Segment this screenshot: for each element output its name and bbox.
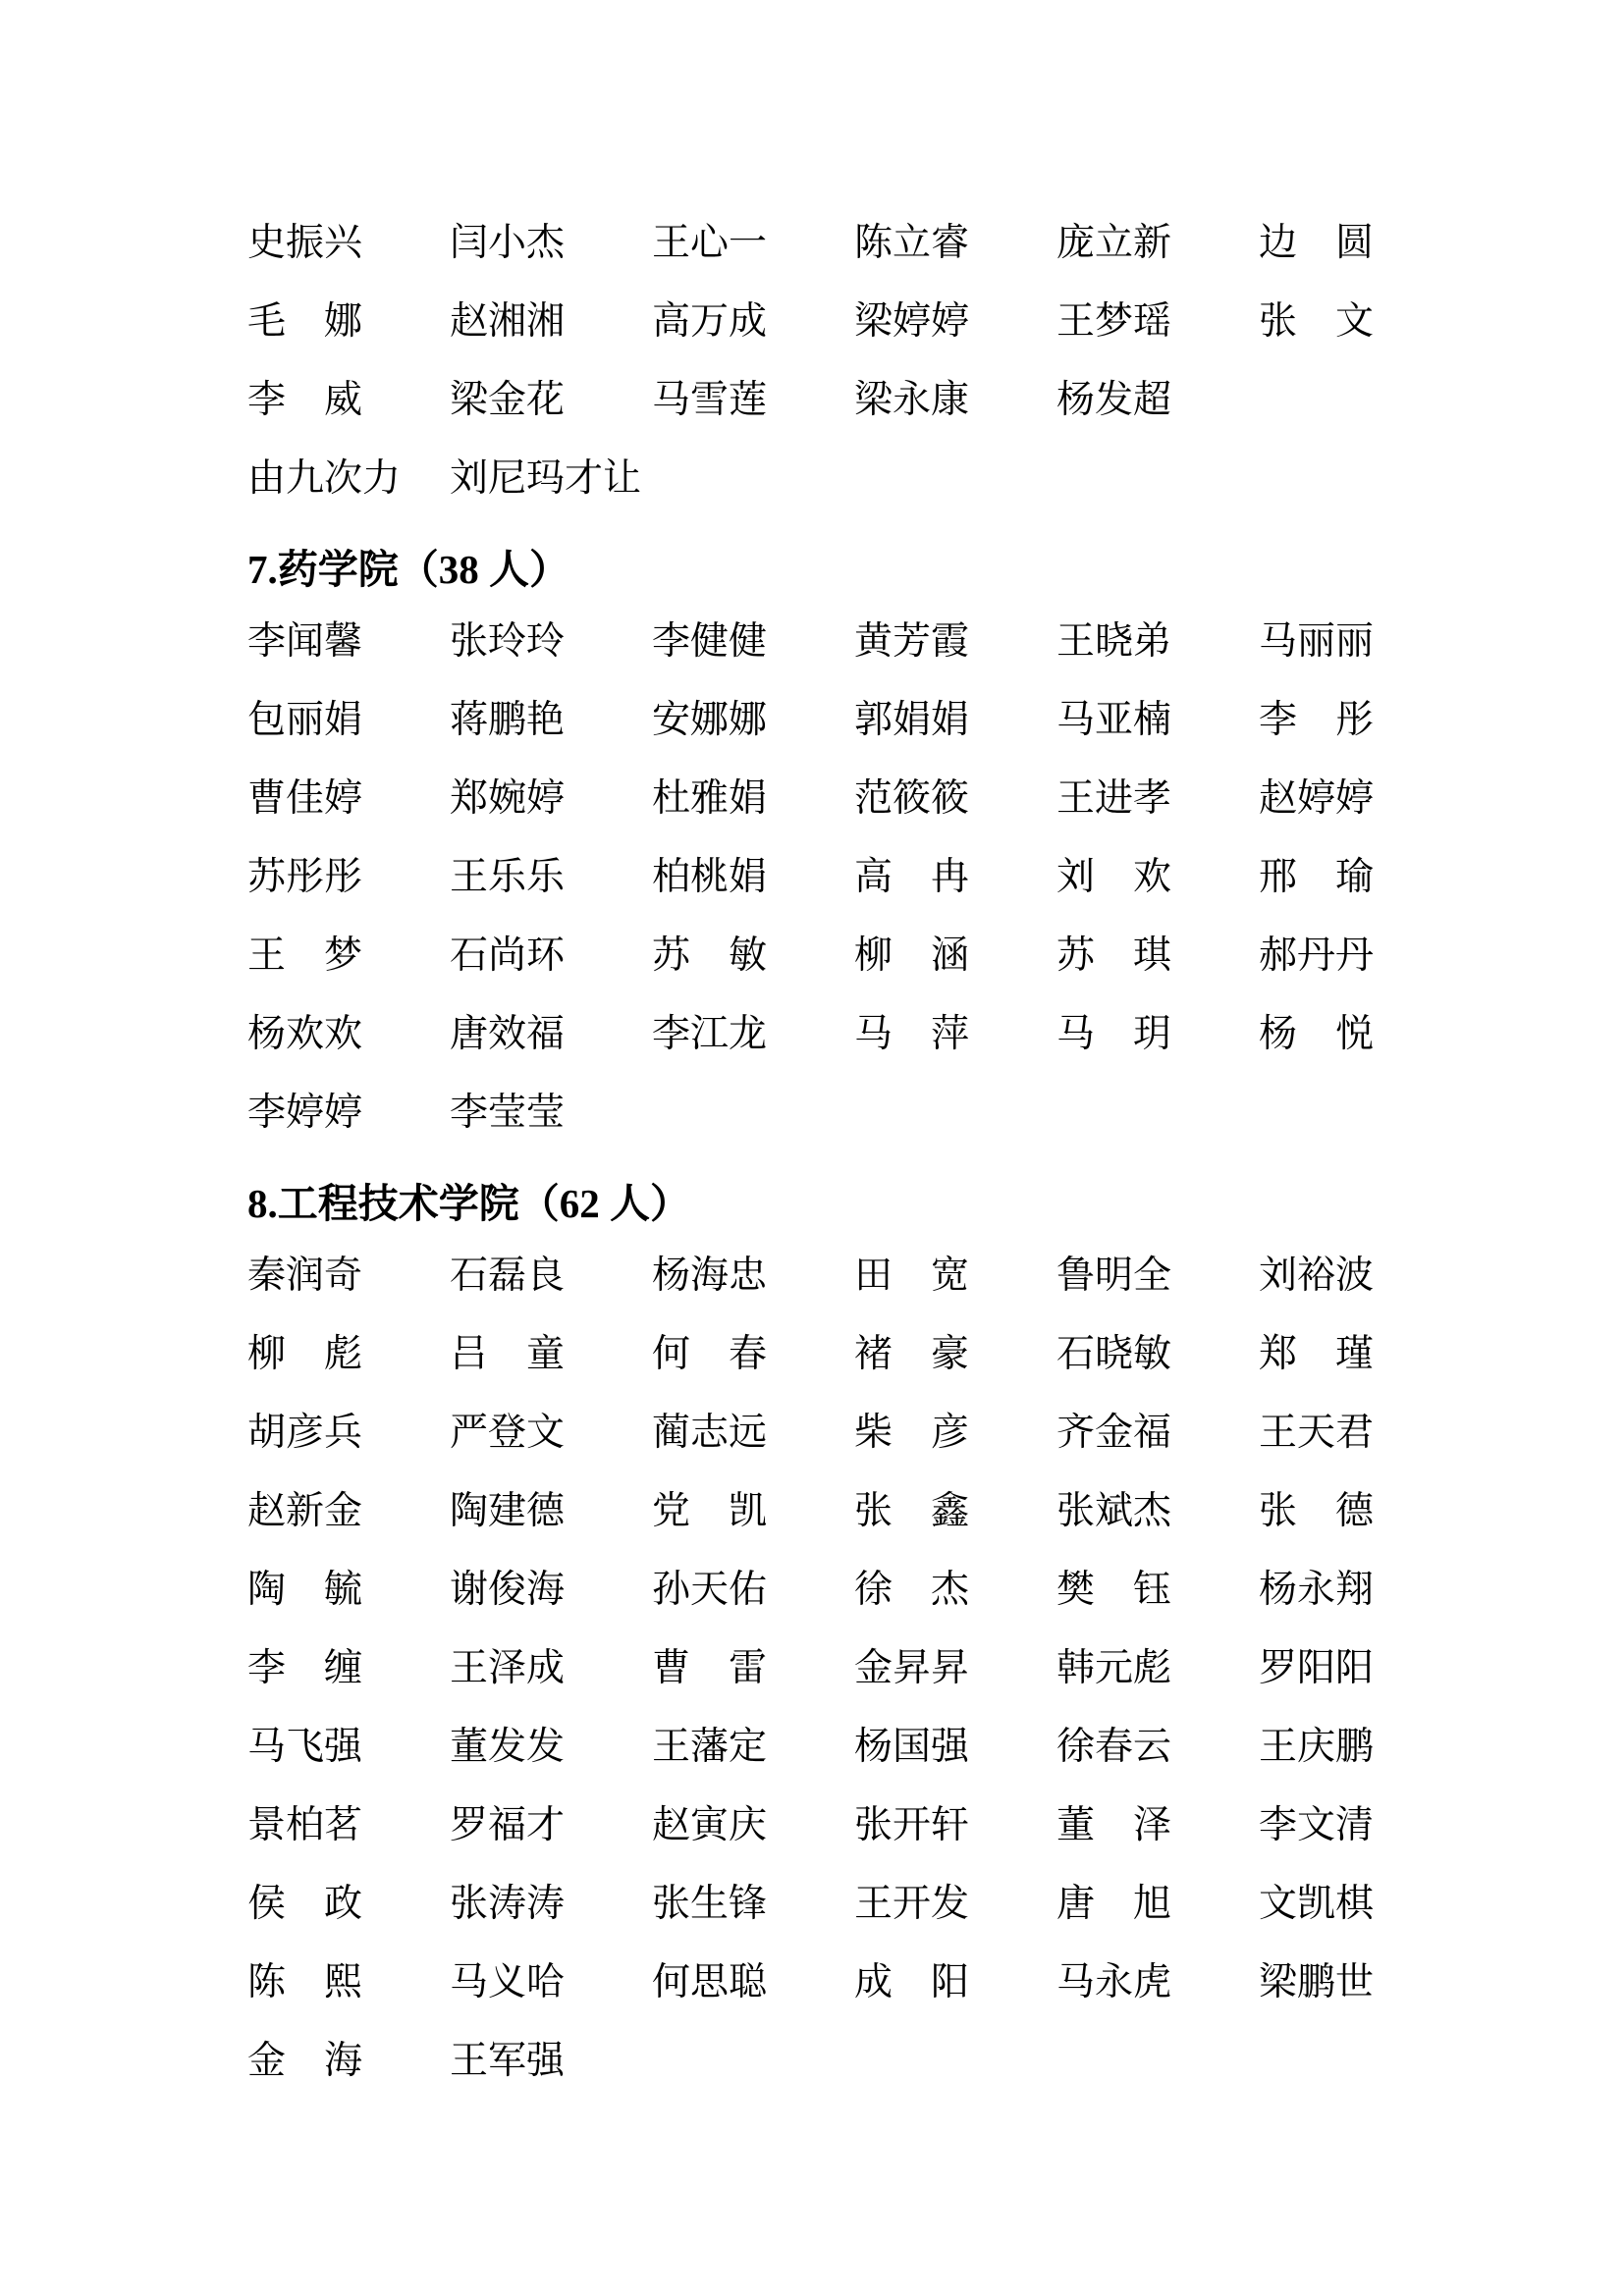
student-name: 苏 琪 [1056,934,1172,977]
student-name: 褚 豪 [854,1333,970,1375]
student-name: 郑婉婷 [450,777,566,820]
student-name: 张生锋 [652,1883,768,1925]
name-row [247,995,1461,1074]
student-name: 谢俊海 [450,1569,566,1611]
student-name: 赵湘湘 [450,300,566,343]
student-name: 李 彤 [1259,699,1375,741]
student-name: 张斌杰 [1056,1490,1172,1532]
name-row [247,204,1461,283]
student-name: 陶 毓 [247,1569,363,1611]
student-name: 马丽丽 [1259,620,1375,663]
student-name: 毛 娜 [247,300,363,343]
student-name: 蔺志远 [652,1412,768,1454]
student-name: 由九次力 [247,457,402,500]
student-name: 严登文 [450,1412,566,1454]
student-name: 马永虎 [1056,1961,1172,2003]
student-name: 董 泽 [1056,1804,1172,1846]
student-name: 郝丹丹 [1259,934,1375,977]
name-row [247,1394,1461,1472]
student-name: 梁鹏世 [1259,1961,1375,2003]
student-name: 罗阳阳 [1259,1647,1375,1689]
student-name: 杨海忠 [652,1255,768,1297]
student-name: 李健健 [652,620,768,663]
student-name: 梁婷婷 [854,300,970,343]
student-name: 李婷婷 [247,1092,363,1134]
student-name: 范筱筱 [854,777,970,820]
student-name: 胡彦兵 [247,1412,363,1454]
student-name: 刘 欢 [1056,856,1172,898]
student-name: 王开发 [854,1883,970,1925]
student-name: 张开轩 [854,1804,970,1846]
student-name: 柳 涵 [854,934,970,977]
student-name: 赵寅庆 [652,1804,768,1846]
student-name: 罗福才 [450,1804,566,1846]
student-name: 张 德 [1259,1490,1375,1532]
student-name: 梁金花 [450,379,566,421]
section-heading: 8.工程技术学院（62 人） [247,1181,690,1226]
student-name: 杨 悦 [1259,1013,1375,1055]
student-name: 马雪莲 [652,379,768,421]
student-name: 王晓弟 [1056,620,1172,663]
student-name: 李江龙 [652,1013,768,1055]
student-name: 陶建德 [450,1490,566,1532]
student-name: 蒋鹏艳 [450,699,566,741]
student-name: 柴 彦 [854,1412,970,1454]
student-name: 王天君 [1259,1412,1375,1454]
student-name: 李 威 [247,379,363,421]
student-name: 杨欢欢 [247,1013,363,1055]
student-name: 何思聪 [652,1961,768,2003]
student-name: 邢 瑜 [1259,856,1375,898]
student-name: 柳 彪 [247,1333,363,1375]
name-row [247,760,1461,838]
student-name: 唐效福 [450,1013,566,1055]
student-name: 李文清 [1259,1804,1375,1846]
student-name: 刘裕波 [1259,1255,1375,1297]
student-name: 安娜娜 [652,699,768,741]
student-name: 王 梦 [247,934,363,977]
student-name: 王庆鹏 [1259,1726,1375,1768]
student-name: 苏 敏 [652,934,768,977]
student-name: 赵婷婷 [1259,777,1375,820]
student-name: 金昇昇 [854,1647,970,1689]
student-name: 马义哈 [450,1961,566,2003]
student-name: 柏桃娟 [652,856,768,898]
student-name: 曹佳婷 [247,777,363,820]
student-name: 张 鑫 [854,1490,970,1532]
student-name: 徐 杰 [854,1569,970,1611]
student-name: 包丽娟 [247,699,363,741]
student-name: 张涛涛 [450,1883,566,1925]
student-name: 徐春云 [1056,1726,1172,1768]
student-name: 马亚楠 [1056,699,1172,741]
student-name: 张 文 [1259,300,1375,343]
student-name: 王军强 [450,2040,566,2082]
name-row [247,1472,1461,1551]
name-row [247,1074,1461,1152]
name-row [247,283,1461,361]
name-row [247,838,1461,917]
student-name: 赵新金 [247,1490,363,1532]
student-name: 苏彤彤 [247,856,363,898]
name-row [247,1629,1461,1708]
name-row [247,361,1461,440]
student-name: 高万成 [652,300,768,343]
name-row [247,1551,1461,1629]
student-name: 杜雅娟 [652,777,768,820]
name-row [247,917,1461,995]
student-name: 王泽成 [450,1647,566,1689]
student-name: 王梦瑶 [1056,300,1172,343]
student-name: 党 凯 [652,1490,768,1532]
section-heading: 7.药学院（38 人） [247,547,569,592]
student-name: 郑 瑾 [1259,1333,1375,1375]
student-name: 韩元彪 [1056,1647,1172,1689]
student-name: 张玲玲 [450,620,566,663]
name-row [247,1865,1461,1944]
student-name: 杨永翔 [1259,1569,1375,1611]
student-name: 李闻馨 [247,620,363,663]
student-name: 齐金福 [1056,1412,1172,1454]
student-name: 边 圆 [1259,222,1375,264]
name-row [247,2022,1461,2101]
name-row [247,1315,1461,1394]
student-name: 景柏茗 [247,1804,363,1846]
student-name: 王进孝 [1056,777,1172,820]
student-name: 金 海 [247,2040,363,2082]
student-name: 史振兴 [247,222,363,264]
student-name: 刘尼玛才让 [450,457,642,500]
student-name: 杨发超 [1056,379,1172,421]
student-name: 郭娟娟 [854,699,970,741]
student-name: 黄芳霞 [854,620,970,663]
student-name: 成 阳 [854,1961,970,2003]
student-name: 梁永康 [854,379,970,421]
student-name: 王心一 [652,222,768,264]
student-name: 侯 政 [247,1883,363,1925]
student-name: 石晓敏 [1056,1333,1172,1375]
student-name: 曹 雷 [652,1647,768,1689]
student-name: 李 缠 [247,1647,363,1689]
student-name: 闫小杰 [450,222,566,264]
student-name: 田 宽 [854,1255,970,1297]
name-row [247,1237,1461,1315]
student-name: 鲁明全 [1056,1255,1172,1297]
student-name: 高 冉 [854,856,970,898]
student-name: 马 玥 [1056,1013,1172,1055]
student-name: 吕 童 [450,1333,566,1375]
student-name: 石磊良 [450,1255,566,1297]
student-name: 庞立新 [1056,222,1172,264]
student-name: 石尚环 [450,934,566,977]
student-name: 陈 熙 [247,1961,363,2003]
student-name: 王藩定 [652,1726,768,1768]
name-row [247,440,1461,518]
document-content [247,204,1461,2101]
student-name: 何 春 [652,1333,768,1375]
student-name: 文凯棋 [1259,1883,1375,1925]
student-name: 秦润奇 [247,1255,363,1297]
student-name: 董发发 [450,1726,566,1768]
student-name: 李莹莹 [450,1092,566,1134]
student-name: 陈立睿 [854,222,970,264]
student-name: 杨国强 [854,1726,970,1768]
student-name: 王乐乐 [450,856,566,898]
name-row [247,681,1461,760]
student-name: 孙天佑 [652,1569,768,1611]
name-row [247,1944,1461,2022]
name-row [247,1787,1461,1865]
student-name: 唐 旭 [1056,1883,1172,1925]
student-name: 马 萍 [854,1013,970,1055]
name-row [247,603,1461,681]
name-row [247,1708,1461,1787]
student-name: 樊 钰 [1056,1569,1172,1611]
student-name: 马飞强 [247,1726,363,1768]
